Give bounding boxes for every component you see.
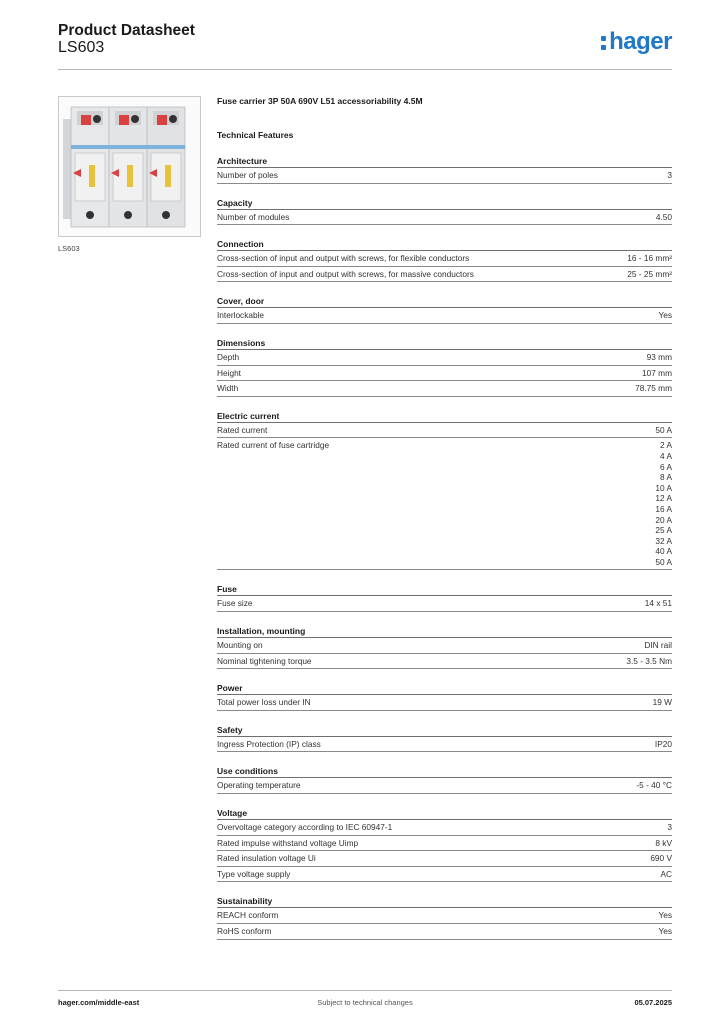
specifications-panel <box>217 96 672 940</box>
group-title: Use conditions <box>217 766 672 778</box>
spec-value <box>655 425 672 436</box>
spec-row <box>217 168 672 184</box>
spec-label: Mounting on <box>217 640 263 651</box>
spec-label: Rated current <box>217 424 268 435</box>
spec-row <box>217 438 672 570</box>
logo-dots-icon <box>601 33 607 51</box>
spec-value <box>635 383 672 394</box>
spec-value <box>644 640 672 651</box>
group-title: Cover, door <box>217 296 672 308</box>
product-reference: LS603 <box>58 39 105 56</box>
group-title: Power <box>217 683 672 695</box>
spec-value <box>642 368 672 379</box>
spec-value <box>627 269 672 280</box>
group-title: Fuse <box>217 584 672 596</box>
spec-value-line: 4.50 <box>655 211 672 222</box>
fuse-carrier-illustration-icon <box>59 97 200 236</box>
spec-value <box>653 697 672 708</box>
spec-value <box>655 838 672 849</box>
spec-value <box>647 352 672 363</box>
group-title: Architecture <box>217 156 672 168</box>
spec-value <box>660 869 672 880</box>
spec-label: Total power loss under IN <box>217 697 311 708</box>
spec-row <box>217 924 672 940</box>
spec-row <box>217 596 672 612</box>
feature-group <box>217 239 672 282</box>
spec-value <box>658 910 672 921</box>
spec-value-line: DIN rail <box>644 640 672 651</box>
spec-value-line: 2 A <box>660 440 672 451</box>
group-title: Dimensions <box>217 338 672 350</box>
spec-value-line: 690 V <box>650 853 672 864</box>
spec-label: Rated current of fuse cartridge <box>217 440 330 451</box>
logo-text: hager <box>609 28 672 55</box>
spec-value <box>655 739 672 750</box>
image-caption: LS603 <box>58 244 80 253</box>
spec-value-line: 32 A <box>655 535 672 546</box>
spec-value-line: 25 - 25 mm² <box>627 268 672 279</box>
feature-group <box>217 296 672 324</box>
technical-features-title: Technical Features <box>217 130 294 140</box>
footer-date: 05.07.2025 <box>634 998 672 1007</box>
spec-value-line: 4 A <box>660 450 672 461</box>
group-title: Connection <box>217 239 672 251</box>
spec-value <box>667 170 672 181</box>
feature-group <box>217 725 672 753</box>
spec-row <box>217 423 672 439</box>
spec-row <box>217 210 672 226</box>
spec-label: REACH conform <box>217 910 279 921</box>
spec-row <box>217 737 672 753</box>
spec-value-line: 14 x 51 <box>644 598 672 609</box>
spec-value-line: 3.5 - 3.5 Nm <box>626 655 672 666</box>
spec-row <box>217 654 672 670</box>
spec-value-line: 25 A <box>655 525 672 536</box>
spec-label: Rated insulation voltage Ui <box>217 853 316 864</box>
spec-row <box>217 350 672 366</box>
spec-value-line: AC <box>660 868 672 879</box>
spec-value <box>656 212 672 223</box>
spec-label: Nominal tightening torque <box>217 655 312 666</box>
group-title: Sustainability <box>217 896 672 908</box>
spec-label: Operating temperature <box>217 780 301 791</box>
hager-logo <box>601 28 672 56</box>
spec-label: Rated impulse withstand voltage Uimp <box>217 837 359 848</box>
feature-group <box>217 626 672 669</box>
feature-group <box>217 808 672 882</box>
spec-value <box>650 853 672 864</box>
spec-label: Interlockable <box>217 310 265 321</box>
spec-label: Overvoltage category according to IEC 60947-1 <box>217 822 393 833</box>
feature-groups <box>217 156 672 940</box>
spec-value-line: 40 A <box>655 546 672 557</box>
spec-row <box>217 820 672 836</box>
spec-value <box>658 926 672 937</box>
footer-note: Subject to technical changes <box>317 998 413 1007</box>
product-image <box>58 96 201 237</box>
spec-value-line: Yes <box>658 910 672 921</box>
feature-group <box>217 896 672 939</box>
spec-label: RoHS conform <box>217 926 272 936</box>
spec-value-line: Yes <box>658 310 672 321</box>
feature-group <box>217 766 672 794</box>
spec-label: Number of modules <box>217 211 290 222</box>
spec-row <box>217 851 672 867</box>
feature-group <box>217 683 672 711</box>
spec-label: Width <box>217 383 239 394</box>
spec-label: Fuse size <box>217 598 253 609</box>
group-title: Electric current <box>217 411 672 423</box>
spec-value-line: IP20 <box>654 738 672 749</box>
spec-value-line: 78.75 mm <box>635 383 672 394</box>
spec-value <box>667 822 672 833</box>
page-header <box>58 22 672 70</box>
spec-value-line: 8 A <box>660 472 672 483</box>
spec-label: Depth <box>217 351 240 362</box>
spec-value <box>655 440 672 567</box>
spec-label: Type voltage supply <box>217 868 291 879</box>
spec-row <box>217 366 672 382</box>
spec-value-line: 16 - 16 mm² <box>627 253 672 264</box>
group-title: Voltage <box>217 808 672 820</box>
spec-row <box>217 695 672 711</box>
feature-group <box>217 584 672 612</box>
spec-label: Cross-section of input and output with screws, for massive conductors <box>217 268 474 279</box>
spec-value-line: 16 A <box>655 503 672 514</box>
product-description: Fuse carrier 3P 50A 690V L51 accessoriability 4.5M <box>217 96 423 106</box>
spec-value <box>627 253 672 264</box>
spec-value <box>636 780 672 791</box>
spec-row <box>217 908 672 924</box>
spec-value <box>645 598 672 609</box>
spec-value-line: Yes <box>658 926 672 936</box>
header-divider <box>58 69 672 70</box>
spec-value-line: 50 A <box>655 556 672 567</box>
footer-website: hager.com/middle-east <box>58 998 140 1007</box>
spec-value-line: 50 A <box>655 424 672 435</box>
spec-row <box>217 267 672 283</box>
spec-row <box>217 836 672 852</box>
spec-row <box>217 251 672 267</box>
spec-value-line: 3 <box>667 822 672 833</box>
spec-label: Ingress Protection (IP) class <box>217 738 321 749</box>
spec-value-line: -5 - 40 °C <box>636 780 672 791</box>
spec-label: Cross-section of input and output with screws, for flexible conductors <box>217 253 470 264</box>
feature-group <box>217 198 672 226</box>
spec-value-line: 107 mm <box>642 367 672 378</box>
group-title: Capacity <box>217 198 672 210</box>
document-title: Product Datasheet <box>58 22 195 39</box>
spec-value <box>626 656 672 667</box>
spec-value-line: 10 A <box>655 482 672 493</box>
group-title: Safety <box>217 725 672 737</box>
spec-label: Number of poles <box>217 170 278 180</box>
feature-group <box>217 156 672 184</box>
footer-divider <box>58 990 672 991</box>
spec-row <box>217 778 672 794</box>
spec-label: Height <box>217 367 241 378</box>
group-title: Installation, mounting <box>217 626 672 638</box>
feature-group <box>217 338 672 397</box>
spec-row <box>217 867 672 883</box>
spec-value-line: 8 kV <box>655 837 672 848</box>
spec-row <box>217 308 672 324</box>
spec-row <box>217 381 672 397</box>
spec-row <box>217 638 672 654</box>
spec-value <box>658 310 672 321</box>
spec-value-line: 3 <box>667 170 672 180</box>
spec-value-line: 19 W <box>652 697 672 708</box>
spec-value-line: 12 A <box>655 493 672 504</box>
spec-value-line: 93 mm <box>646 351 672 362</box>
feature-group <box>217 411 672 571</box>
spec-value-line: 20 A <box>655 514 672 525</box>
spec-value-line: 6 A <box>660 461 672 472</box>
